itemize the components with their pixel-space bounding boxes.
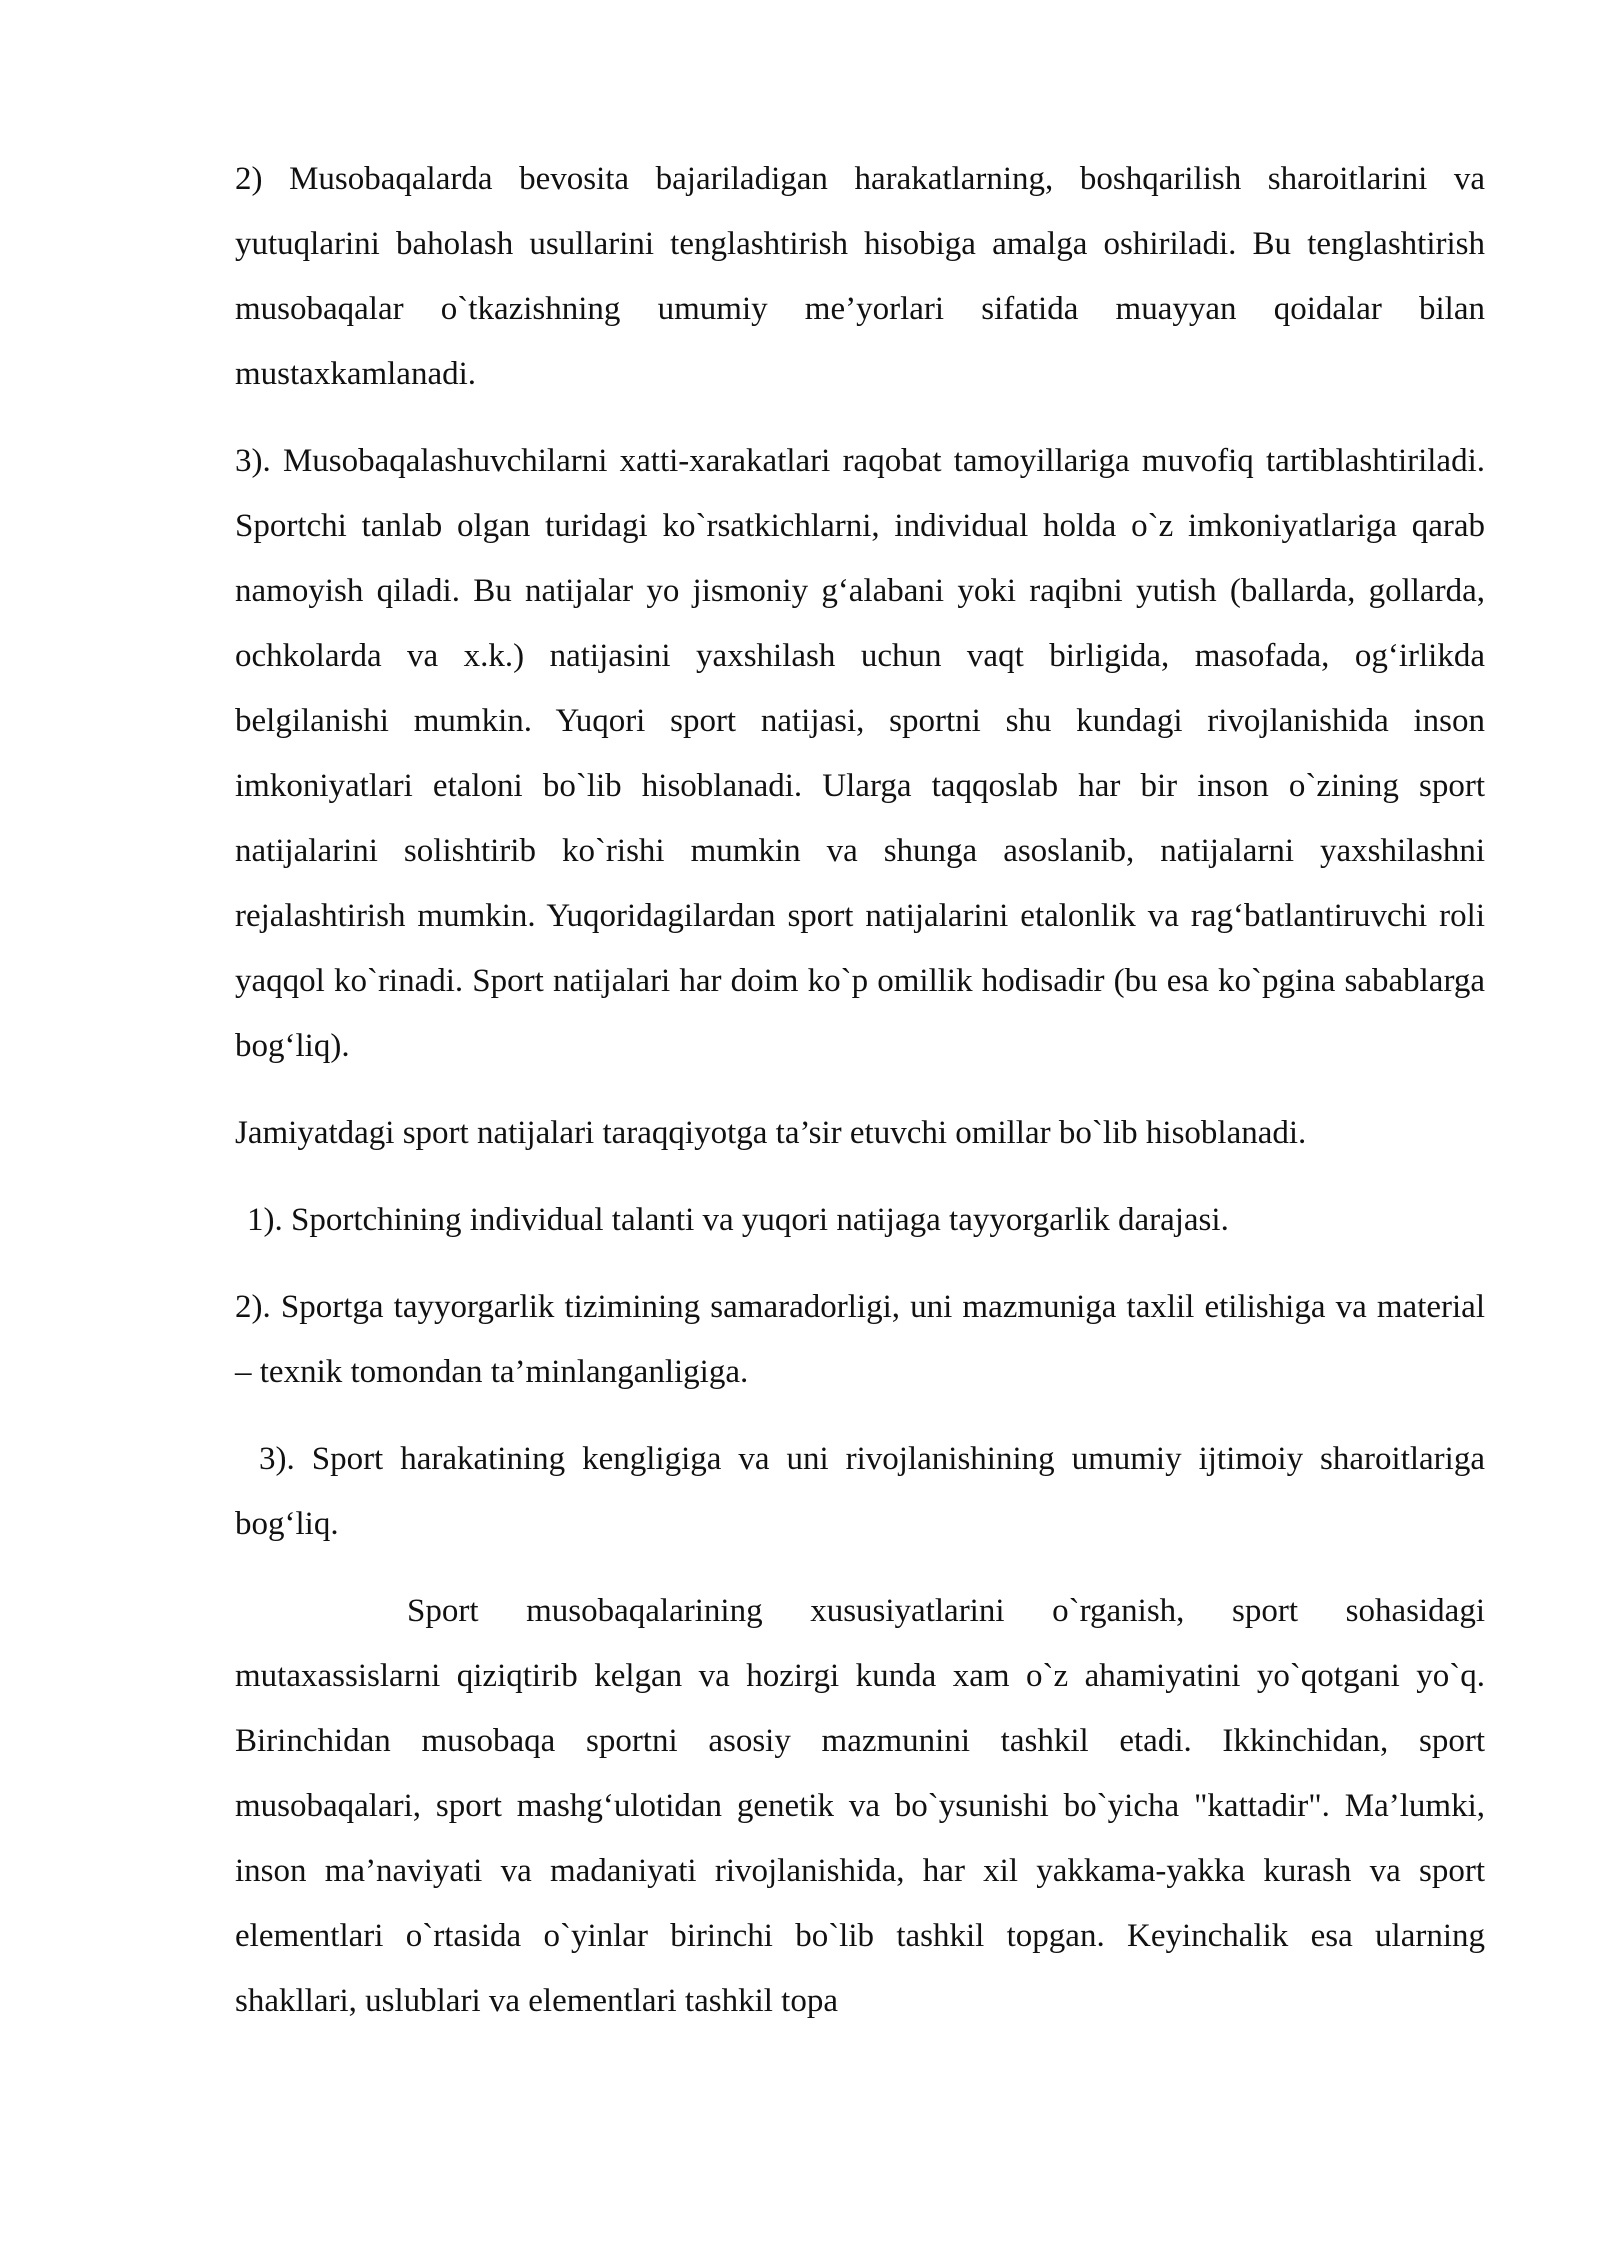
list-item-training-system: 2). Sportga tayyorgarlik tizimining samaradorligi, uni mazmuniga taxlil etilishiga va material – texnik tomondan ta’minlanganligiga. <box>235 1289 1485 1390</box>
list-item-talent: 1). Sportchining individual talanti va yuqori natijaga tayyorgarlik darajasi. <box>247 1202 1229 1238</box>
paragraph-results-factors-intro: Jamiyatdagi sport natijalari taraqqiyotga ta’sir etuvchi omillar bo`lib hisoblanadi. <box>235 1115 1307 1151</box>
list-item-sport-movement: 3). Sport harakatining kengligiga va uni rivojlanishining umumiy ijtimoiy sharoitlariga bog‘liq. <box>235 1441 1485 1542</box>
paragraph-competition-features: Sport musobaqalarining xususiyatlarini o`rganish, sport sohasidagi mutaxassislarni qiziqtirib kelgan va hozirgi kunda xam o`z ahamiyatini yo`qotgani yo`q. Birinchidan musobaqa sportni asosiy mazmunini tashkil etadi. Ikkinchidan, sport musobaqalari, sport mashg‘ulotidan genetik va bo`ysunishi bo`yicha "kattadir". Ma’lumki, inson ma’naviyati va madaniyati rivojlanishida, har xil yakkama-yakka kurash va sport elementlari o`rtasida o`yinlar birinchi bo`lib tashkil topgan. Keyinchalik esa ularning shakllari, uslublari va elementlari tashkil topa <box>235 1593 1485 2019</box>
document-body <box>235 147 1485 2056</box>
paragraph-competitor-actions: 3). Musobaqalashuvchilarni xatti-xarakatlari raqobat tamoyillariga muvofiq tartiblashtiriladi. Sportchi tanlab olgan turidagi ko`rsatkichlarni, individual holda o`z imkoniyatlariga qarab namoyish qiladi. Bu natijalar yo jismoniy g‘alabani yoki raqibni yutish (ballarda, gollarda, ochkolarda va x.k.) natijasini yaxshilash uchun vaqt birligida, masofada, og‘irlikda belgilanishi mumkin. Yuqori sport natijasi, sportni shu kundagi rivojlanishida inson imkoniyatlari etaloni bo`lib hisoblanadi. Ularga taqqoslab har bir inson o`zining sport natijalarini solishtirib ko`rishi mumkin va shunga asoslanib, natijalarni yaxshilashni rejalashtirish mumkin. Yuqoridagilardan sport natijalarini etalonlik va rag‘batlantiruvchi roli yaqqol ko`rinadi. Sport natijalari har doim ko`p omillik hodisadir (bu esa ko`pgina sabablarga bog‘liq). <box>235 443 1485 1064</box>
paragraph-competition-rules: 2) Musobaqalarda bevosita bajariladigan harakatlarning, boshqarilish sharoitlarini va yutuqlarini baholash usullarini tenglashtirish hisobiga amalga oshiriladi. Bu tenglashtirish musobaqalar o`tkazishning umumiy me’yorlari sifatida muayyan qoidalar bilan mustaxkamlanadi. <box>235 161 1485 392</box>
